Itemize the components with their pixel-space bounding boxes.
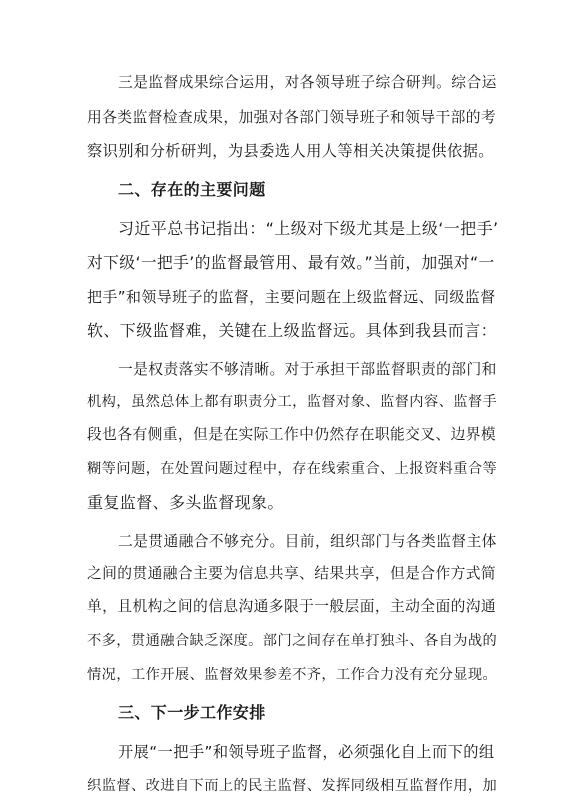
paragraph-line: 开展“一把手”和领导班子监督，必须强化自上而下的组: [118, 743, 495, 761]
paragraph-line: 软、下级监督难，关键在上级监督远。具体到我县而言：: [87, 321, 498, 340]
paragraph-line: 之间的贯通融合主要为信息共享、结果共享，但是合作方式简: [87, 565, 497, 582]
section-heading: 三、下一步工作安排: [118, 703, 266, 722]
paragraph-line: 段也各有侧重，但是在实际工作中仍然存在职能交叉、边界模: [87, 426, 497, 443]
paragraph-line: 二是贯通融合不够充分。目前，组织部门与各类监督主体: [118, 533, 497, 550]
paragraph-line: 织监督、改进自下而上的民主监督、发挥同级相互监督作用，加: [87, 778, 498, 794]
paragraph-line: 用各类监督检查成果，加强对各部门领导班子和领导干部的考: [87, 109, 497, 126]
paragraph-line: 一是权责落实不够清晰。对于承担干部监督职责的部门和: [118, 361, 497, 378]
paragraph-line: 三是监督成果综合运用，对各领导班子综合研判。综合运: [118, 74, 497, 91]
paragraph-line: 糊等问题，在处置问题过程中，存在线索重合、上报资料重合等: [87, 461, 498, 477]
paragraph-line: 情况，工作开展、监督效果参差不齐，工作合力没有充分显现。: [87, 667, 498, 683]
paragraph-line: 重复监督、多头监督现象。: [87, 493, 284, 512]
paragraph-line: 习近平总书记指出：“上级对下级尤其是上级‘一把手’: [118, 219, 499, 238]
paragraph-line: 对下级‘一把手’的监督最管用、最有效。”当前，加强对“一: [87, 253, 495, 272]
paragraph-line: 机构，虽然总体上都有职责分工，监督对象、监督内容、监督手: [87, 394, 498, 410]
paragraph-line: 察识别和分析研判，为县委选人用人等相关决策提供依据。: [87, 142, 494, 160]
paragraph-line: 把手”和领导班子的监督，主要问题在上级监督远、同级监督: [87, 288, 496, 306]
section-heading: 二、存在的主要问题: [118, 180, 266, 199]
paragraph-line: 不多，贯通融合缺乏深度。部门之间存在单打独斗、各自为战的: [87, 633, 498, 649]
paragraph-line: 单，且机构之间的信息沟通多限于一般层面，主动全面的沟通: [87, 598, 497, 615]
